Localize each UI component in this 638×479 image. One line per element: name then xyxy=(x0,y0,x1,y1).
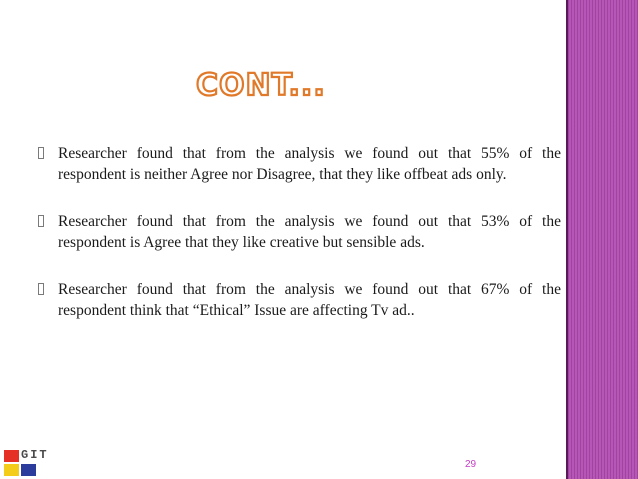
bullet-list xyxy=(38,143,561,347)
bullet-item xyxy=(38,211,561,253)
bullet-item xyxy=(38,279,561,321)
slide-title xyxy=(190,60,330,104)
bullet-marker-icon xyxy=(38,147,44,159)
bullet-item xyxy=(38,143,561,185)
bullet-marker-icon xyxy=(38,283,44,295)
bullet-text: Researcher found that from the analysis we found out that 55% of the respondent is neither Agree nor Disagree, that they like offbeat ads only. xyxy=(58,145,561,183)
logo-text: GIT xyxy=(21,448,49,462)
bullet-text: Researcher found that from the analysis we found out that 67% of the respondent think that “Ethical” Issue are affecting Tv ad.. xyxy=(58,281,561,319)
logo-yellow-square xyxy=(4,464,19,476)
logo-blue-square xyxy=(21,464,36,476)
bullet-marker-icon xyxy=(38,215,44,227)
logo-red-square xyxy=(4,450,19,462)
bullet-text: Researcher found that from the analysis we found out that 53% of the respondent is Agree that they like creative but sensible ads. xyxy=(58,213,561,251)
decorative-sidebar xyxy=(568,0,638,479)
git-logo xyxy=(2,447,62,479)
slide-title-text: CONT... xyxy=(196,68,326,103)
page-number: 29 xyxy=(465,459,477,470)
